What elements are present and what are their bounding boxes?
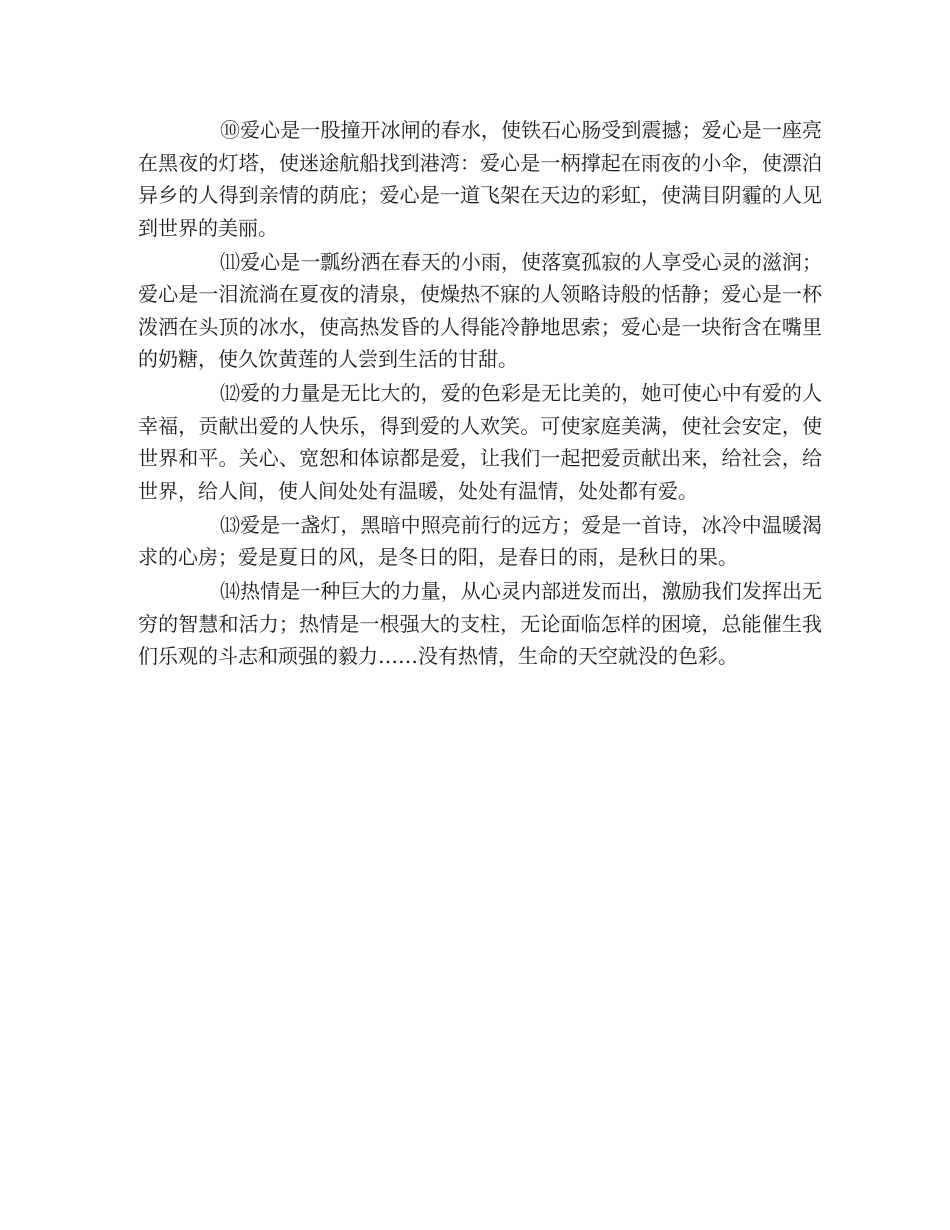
paragraph-13: ⒀爱是一盏灯，黑暗中照亮前行的远方；爱是一首诗，冰冷中温暖渴求的心房；爱是夏日的风，是冬日的阳，是春日的雨，是秋日的果。 <box>138 512 822 569</box>
document-body <box>138 114 822 674</box>
paragraph-11: ⑾爱心是一瓢纷洒在春天的小雨，使落寞孤寂的人享受心灵的滋润；爱心是一泪流淌在夏夜的清泉，使燥热不寐的人领略诗般的恬静；爱心是一杯泼洒在头顶的冰水，使高热发昏的人得能冷静地思索；爱心是一块衔含在嘴里的奶糖，使久饮黄莲的人尝到生活的甘甜。 <box>138 249 822 371</box>
paragraph-12: ⑿爱的力量是无比大的，爱的色彩是无比美的，她可使心中有爱的人幸福，贡献出爱的人快乐，得到爱的人欢笑。可使家庭美满，使社会安定，使世界和平。关心、宽恕和体谅都是爱，让我们一起把爱贡献出来，给社会，给世界，给人间，使人间处处有温暖，处处有温情，处处都有爱。 <box>138 381 822 503</box>
paragraph-14: ⒁热情是一种巨大的力量，从心灵内部迸发而出，激励我们发挥出无穷的智慧和活力；热情是一根强大的支柱，无论面临怎样的困境，总能催生我们乐观的斗志和顽强的毅力……没有热情，生命的天空就没的色彩。 <box>138 579 822 668</box>
paragraph-10: ⑩爱心是一股撞开冰闸的春水，使铁石心肠受到震撼；爱心是一座亮在黑夜的灯塔，使迷途航船找到港湾：爱心是一柄撑起在雨夜的小伞，使漂泊异乡的人得到亲情的荫庇；爱心是一道飞架在天边的彩虹，使满目阴霾的人见到世界的美丽。 <box>138 118 822 240</box>
